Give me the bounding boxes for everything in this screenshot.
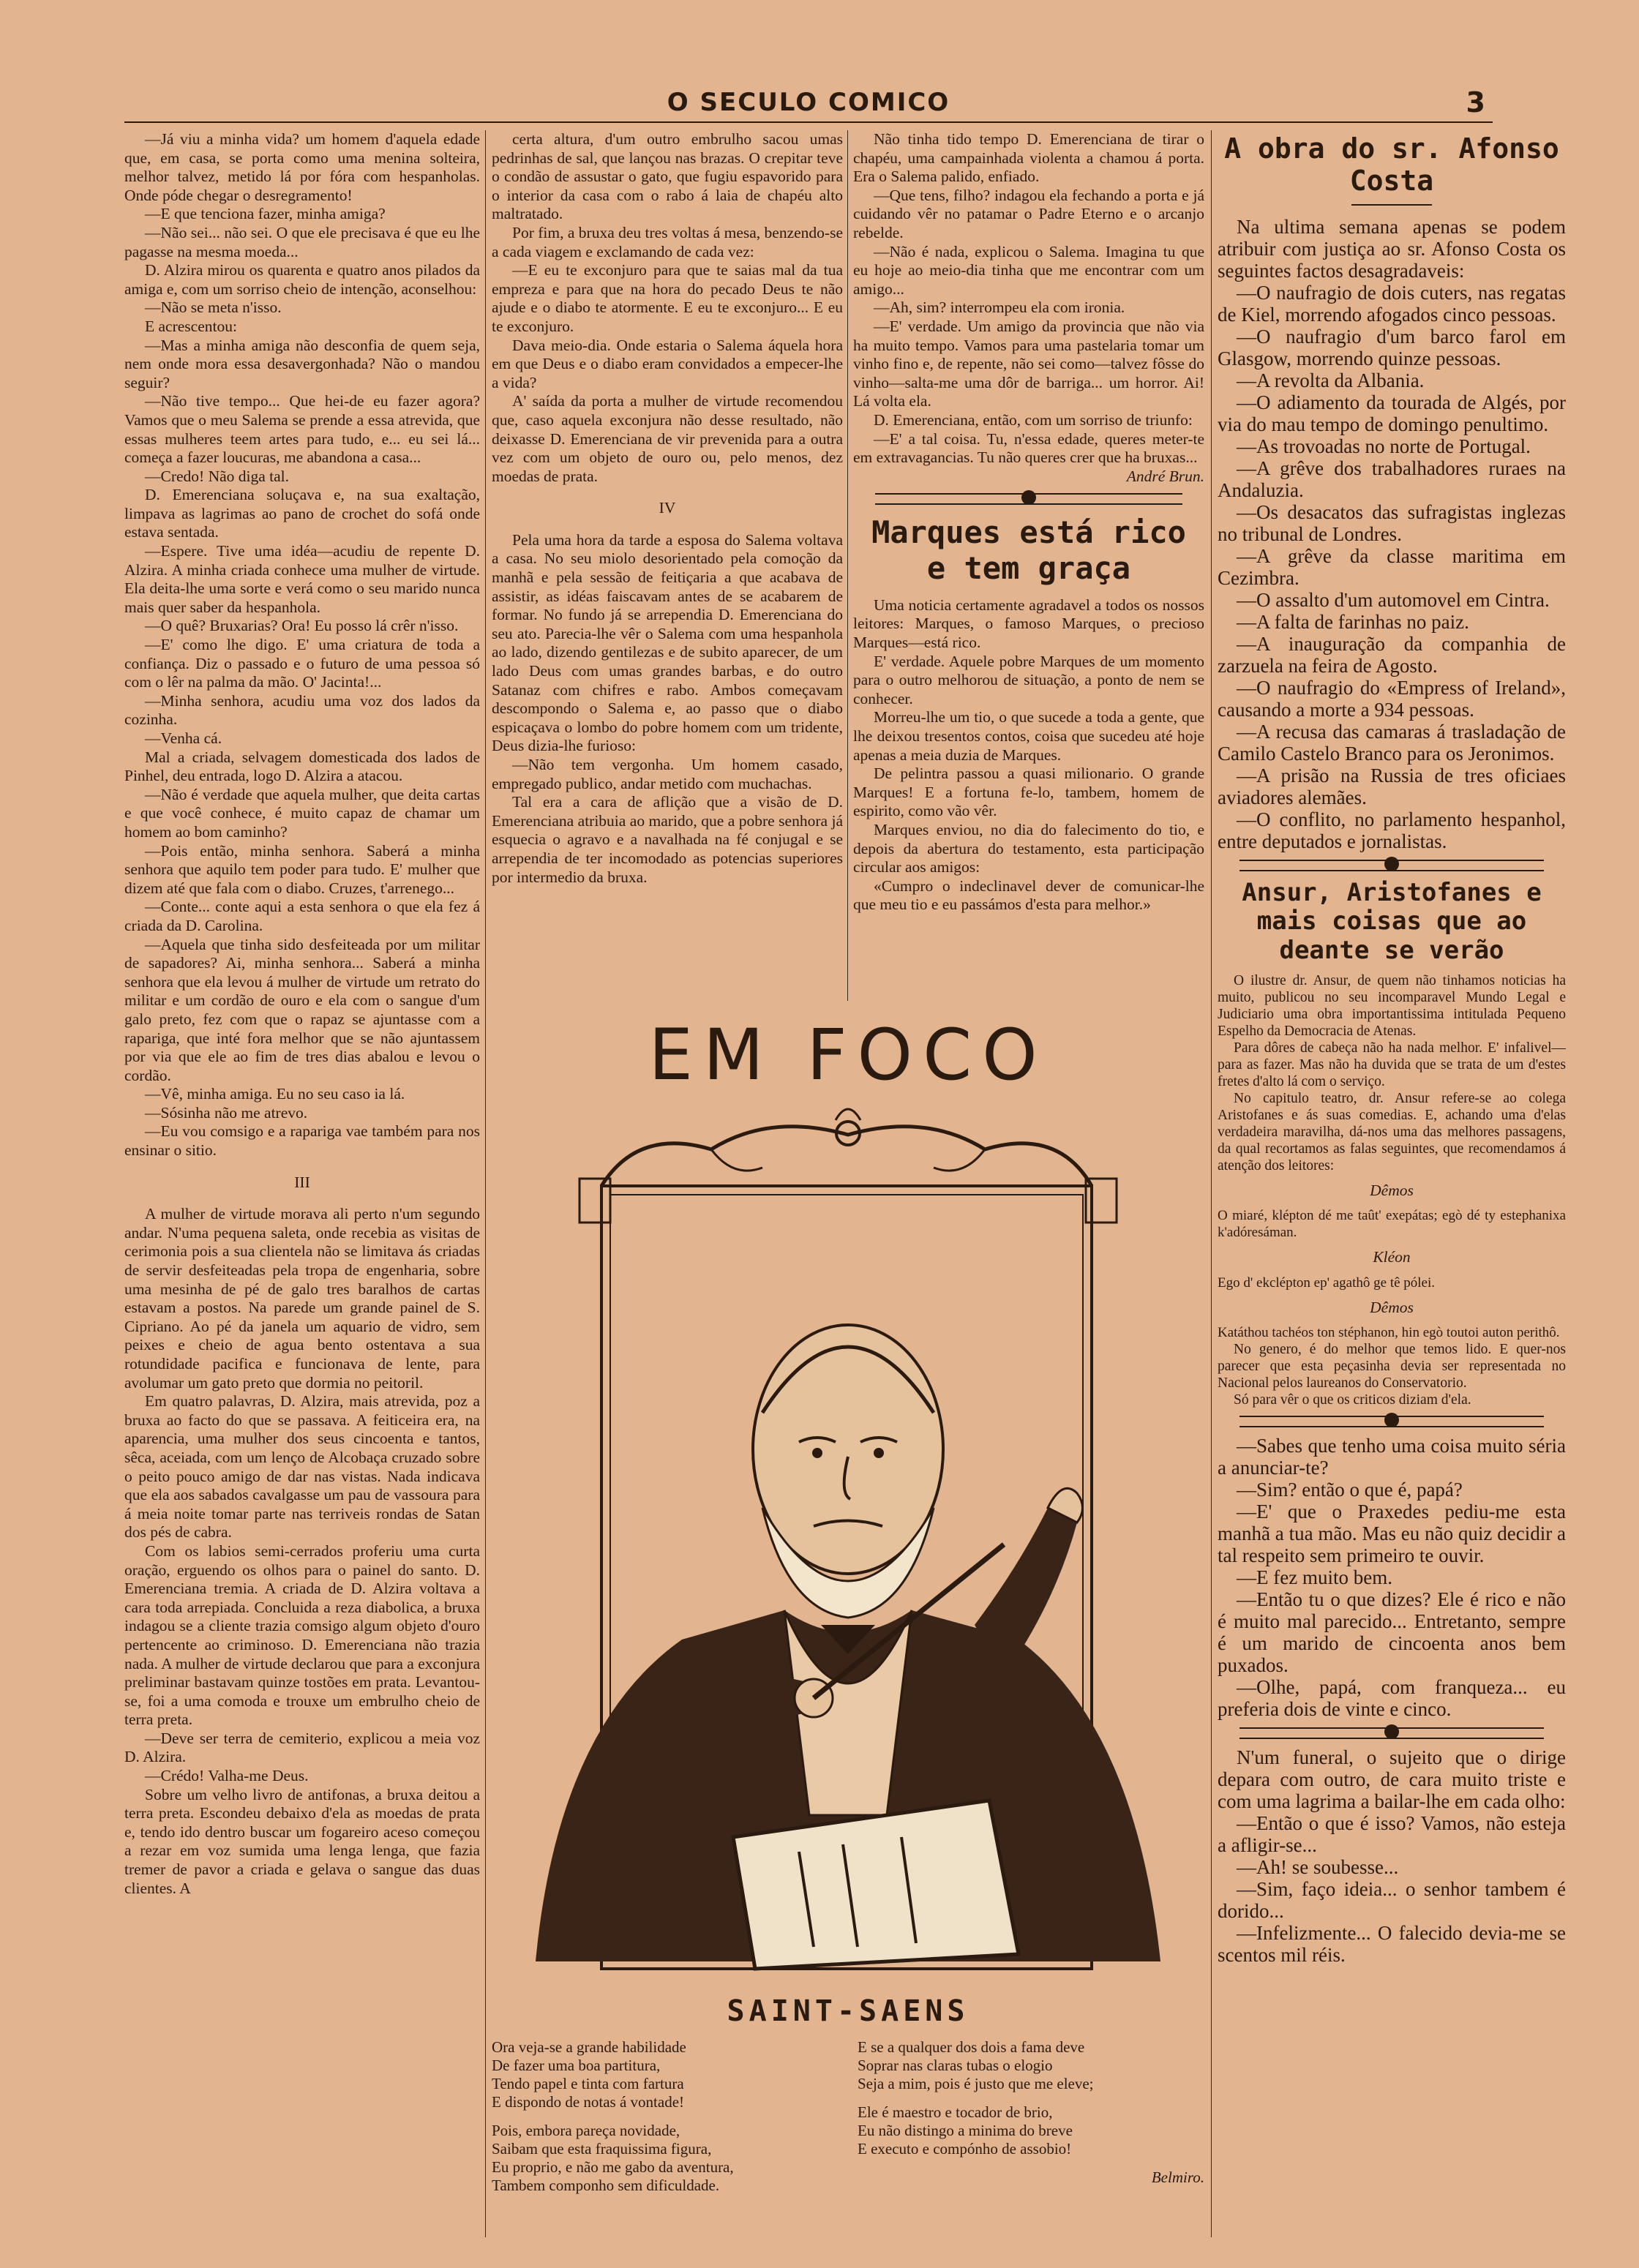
short-rule <box>1351 204 1432 206</box>
page-number: 3 <box>1466 86 1485 119</box>
paragraph: —Sim? então o que é, papá? <box>1237 1479 1463 1501</box>
dialogue-speaker: Kléon <box>1373 1248 1411 1266</box>
dialogue-speaker: Dêmos <box>1370 1298 1414 1316</box>
paragraph: Tal era a cara de aflição que a visão de D. Emerenciana atribuia ao marido, que a pobre senhora já esquecia o agravo e a navalhada na fé conjugal e se arrependia de ter incomodado as potencias superiores por intermedio da bruxa. <box>492 793 843 886</box>
dialogue-line: Ego d' ekclépton ep' agathô ge tê pólei. <box>1218 1274 1436 1291</box>
paragraph: Marques enviou, no dia do falecimento do tio, e depois da abertura do testamento, esta participação circular aos amigos: <box>853 821 1204 876</box>
paragraph: —O quê? Bruxarias? Ora! Eu posso lá crêr n'isso. <box>145 617 459 635</box>
paragraph: —A revolta da Albania. <box>1237 369 1425 392</box>
paragraph: —E' verdade. Um amigo da provincia que não via ha muito tempo. Vamos para uma pastelaria tomar um vinho fino e, de repente, não sei como—talvez fôsse do vinho—salta-me uma dôr de barriga... um horror. Ai! Lá volta ela. <box>853 317 1204 410</box>
paragraph: E' verdade. Aquele pobre Marques de um momento para o outro melhorou de situação, a ponto de nem se conhecer. <box>853 652 1204 707</box>
afonso-costa-list <box>1218 216 1566 852</box>
paragraph: E acrescentou: <box>145 317 237 335</box>
headline-afonso-costa: A obra do sr. Afonso Costa <box>1224 132 1559 197</box>
paragraph: —Então o que é isso? Vamos, não esteja a afligir-se... <box>1218 1812 1566 1857</box>
headline-marques: Marques está rico e tem graça <box>871 514 1186 586</box>
paragraph: —Já viu a minha vida? um homem d'aquela edade que, em casa, se porta como uma menina solteira, melhor talvez, metido lá por fóra com hespanholas. Onde póde chegar o desregramento! <box>124 130 480 204</box>
marques-article-text <box>853 596 1204 915</box>
paragraph: —Ah, sim? interrompeu ela com ironia. <box>874 298 1125 317</box>
paragraph: —Não sei... não sei. O que ele precisava é que eu lhe pagasse na mesma moeda... <box>124 223 480 260</box>
paragraph: —E fez muito bem. <box>1237 1566 1392 1589</box>
ansur-article-end <box>1218 1341 1566 1408</box>
paragraph: —A recusa das camaras á trasladação de Camilo Castelo Branco para os Jeronimos. <box>1218 721 1566 765</box>
column-rule <box>485 130 486 2237</box>
paragraph: —O naufragio de dois cuters, nas regatas de Kiel, morrendo afogados cinco pessoas. <box>1218 282 1566 326</box>
paragraph: —Mas a minha amiga não desconfia de quem seja, nem onde mora essa desavergonhada? Não o mandou seguir? <box>124 336 480 391</box>
story-text-part2 <box>124 1205 480 1898</box>
paragraph: —Então tu o que dizes? Ele é rico e não é muito mal parecido... Entretanto, sempre é um marido de cincoenta anos bem puxados. <box>1218 1588 1566 1677</box>
paragraph: —Não é nada, explicou o Salema. Imagina tu que eu hoje ao meio-dia tinha que me encontrar com um amigo... <box>853 242 1204 298</box>
paragraph: —Sim, faço ideia... o senhor tambem é dorido... <box>1218 1878 1566 1923</box>
paragraph: —Deve ser terra de cemiterio, explicou a meia voz D. Alzira. <box>124 1729 480 1766</box>
paragraph: Pela uma hora da tarde a esposa do Salema voltava a casa. No seu miolo desorientado pela comoção da manhã e pela sessão de feitiçaria a que acabava de assistir, as idéas faiscavam antes de se acabarem de formar. No fundo já se arrependia D. Emerenciana do seu ato. Parecia-lhe vêr o Salema com uma hespanhola ao lado, dizendo gentilezas e de subito aparecer, de um lado Deus com umas grandes barbas, e do outro Satanaz com chifres e rabo. Ambos começavam descompondo o Salema e, ao passo que o diabo espicaçava o lombo do pobre homem com um tridente, Deus dizia-lhe furioso: <box>492 530 843 755</box>
paragraph: —E que tenciona fazer, minha amiga? <box>145 205 386 223</box>
joke-dialogue-2 <box>1218 1746 1566 1966</box>
article-column-3 <box>853 130 1204 1001</box>
paragraph: —Credo! Não diga tal. <box>145 467 290 485</box>
section-heading: III <box>294 1173 310 1191</box>
paragraph: —Os desacatos das sufragistas inglezas no tribunal de Londres. <box>1218 501 1566 546</box>
em-foco-feature <box>492 1014 1204 2243</box>
paragraph: —O naufragio do «Empress of Ireland», causando a morte a 934 pessoas. <box>1218 677 1566 721</box>
paragraph: —Vê, minha amiga. Eu no seu caso ia lá. <box>145 1085 405 1103</box>
ansur-article-text <box>1218 972 1566 1174</box>
paragraph: —A inauguração da companhia de zarzuela na feira de Agosto. <box>1218 633 1566 677</box>
paragraph: No capitulo teatro, dr. Ansur refere-se ao colega Aristofanes e ás suas comedias. E, achando uma d'elas verdadeira maravilha, dá-nos uma das melhores passagens, da qual recortamos as falas seguintes, que recomendamos á atenção dos leitores: <box>1218 1090 1566 1174</box>
paragraph: D. Alzira mirou os quarenta e quatro anos pilados da amiga e, com um sorriso cheio de intenção, aconselhou: <box>124 261 480 298</box>
paragraph: —Que tens, filho? indagou ela fechando a porta e já cuidando vêr no patamar o Padre Eterno e o arcanjo rebelde. <box>853 186 1204 241</box>
illustration-caption: SAINT-SAENS <box>727 1994 969 2028</box>
page-header <box>124 88 1493 123</box>
greek-dialogue <box>1218 1182 1566 1342</box>
verse-left <box>492 2038 828 2205</box>
paragraph: —Olhe, papá, com franqueza... eu preferia dois de vinte e cinco. <box>1218 1676 1566 1721</box>
paragraph: —E' que o Praxedes pediu-me esta manhã a tua mão. Mas eu não quiz decidir a tal respeito sem primeiro te ouvir. <box>1218 1501 1566 1567</box>
paragraph: No genero, é do melhor que temos lido. E quer-nos parecer que esta peçasinha devia ser representada no Nacional pelos laureanos do Conservatorio. <box>1218 1342 1566 1392</box>
story-text-part1 <box>124 130 480 1160</box>
paragraph: Para dôres de cabeça não ha nada melhor. E' infalivel—para as fazer. Mas não ha duvida que se trata de um d'estes fretes d'alto lá com o serviço. <box>1218 1040 1566 1089</box>
headline-ansur: Ansur, Aristofanes e mais coisas que ao deante se verão <box>1242 878 1542 965</box>
ornament-divider <box>1239 1416 1544 1427</box>
verse-stanza: Pois, embora pareça novidade, Saibam que esta fraquissima figura, Eu proprio, e não me gabo da aventura, Tambem componho sem dificuldade. <box>492 2122 734 2194</box>
composer-figure-icon <box>536 1325 1160 1969</box>
joke-dialogue-1 <box>1218 1435 1566 1720</box>
paragraph: —A grêve da classe maritima em Cezimbra. <box>1218 545 1566 590</box>
paragraph: —O adiamento da tourada de Algés, por via do mau tempo de domingo penultimo. <box>1218 391 1566 436</box>
paragraph: —Aquela que tinha sido desfeiteada por um militar de sapadores? Ai, minha senhora... Saberá a minha senhora que ela levou á mulher de virtude um retrato do militar e um cordão de ouro e ela com o sangue d'um galo preto, fez com que o rapaz se ajuntasse com a rapariga, que inté fora melhor que se não ajuntassem por via que ele ao fim de tres dias abalou e levou o cordão. <box>124 935 480 1084</box>
paragraph: —Não é verdade que aquela mulher, que deita cartas e que você conhece, é muito capaz de chamar um homem ao bom caminho? <box>124 785 480 841</box>
paragraph: O ilustre dr. Ansur, de quem não tinhamos noticias ha muito, publicou no seu incomparavel Mundo Legal e Judiciario uma obra importantissima intitulada Pequeno Espelho da Democracia de Atenas. <box>1218 972 1566 1039</box>
paragraph: D. Emerenciana, então, com um sorriso de triunfo: <box>874 410 1193 429</box>
paragraph: —E' a tal coisa. Tu, n'essa edade, queres meter-te em extravagancias. Tu não queres crer que ha bruxas... <box>853 429 1204 467</box>
dialogue-speaker: Dêmos <box>1370 1181 1414 1199</box>
paragraph: De pelintra passou a quasi milionario. O grande Marques! E a fortuna fe-lo, tambem, homem de espirito, como vão vêr. <box>853 765 1204 820</box>
ornament-divider <box>1239 860 1544 871</box>
paragraph: Dava meio-dia. Onde estaria o Salema áquela hora em que Deus e o diabo eram convidados a empecer-lhe a vida? <box>492 336 843 391</box>
paragraph: Não tinha tido tempo D. Emerenciana de tirar o chapéu, uma campainhada violenta a chamou á porta. Era o Salema palido, enfiado. <box>853 130 1204 186</box>
paragraph: —O assalto d'um automovel em Cintra. <box>1237 589 1550 612</box>
paragraph: —Sósinha não me atrevo. <box>145 1103 308 1122</box>
paragraph: —Venha cá. <box>145 729 222 747</box>
paragraph: A mulher de virtude morava ali perto n'um segundo andar. N'uma pequena saleta, onde recebia as visitas de cerimonia pois a sua clientela não se limitava ás criadas de servir desfeiteadas pela tropa de engenharia, sobre uma mesinha de pé de galo tres baralhos de cartas estavam a postos. Na parede um grande painel de S. Cipriano. Ao pé da janela um aquario de vidro, sem peixes e cheio de agua bento ostentava a sua rotundidade pacifica e funcionava de lente, para avolumar um gato preto que dormia no peitoril. <box>124 1205 480 1392</box>
ornament-divider <box>875 493 1182 505</box>
paragraph: Mal a criada, selvagem domesticada dos lados de Pinhel, deu entrada, logo D. Alzira a atacou. <box>124 748 480 785</box>
verse-signature: Belmiro. <box>1151 2169 1204 2186</box>
paragraph: —A falta de farinhas no paiz. <box>1237 611 1469 634</box>
paragraph: —Pois então, minha senhora. Saberá a minha senhora que aquilo tem poder para tudo. E' mulher que dizem até que fala com o diabo. Cruzes, t'arrenego... <box>124 841 480 897</box>
paragraph: Na ultima semana apenas se podem atribuir com justiça ao sr. Afonso Costa os seguintes factos desagradaveis: <box>1218 216 1566 282</box>
paragraph: Só para vêr o que os criticos diziam d'ela. <box>1234 1392 1471 1408</box>
story-text-part4 <box>492 531 843 887</box>
paragraph: —Não tem vergonha. Um homem casado, empregado publico, andar metido com muchachas. <box>492 756 843 792</box>
story-text-end <box>853 130 1204 468</box>
article-column-2 <box>492 130 843 1001</box>
paragraph: —A prisão na Russia de tres oficiaes aviadores alemães. <box>1218 765 1566 809</box>
paragraph: —Ah! se soubesse... <box>1237 1856 1399 1879</box>
paragraph: —Conte... conte aqui a esta senhora o que ela fez á criada da D. Carolina. <box>124 898 480 934</box>
column-rule <box>1211 130 1212 2237</box>
ornament-divider <box>1239 1727 1544 1739</box>
author-signature: André Brun. <box>1126 467 1204 485</box>
paragraph: Uma noticia certamente agradavel a todos os nossos leitores: Marques, o famoso Marques, o precioso Marques—está rico. <box>853 596 1204 652</box>
paragraph: Com os labios semi-cerrados proferiu uma curta oração, erguendo os olhos para o painel do santo. D. Emerenciana tremia. A criada de D. Alzira voltava a cara toda arrepiada. Concluida a reza diabolica, a bruxa indagou se a cliente trazia comsigo algum objeto d'ouro pertencente ao criminoso. D. Emerenciana não trazia nada. A mulher de virtude declarou que para a exconjura preliminar bastavam quinze tostões em prata. Levantou-se, foi a uma comoda e trouxe um embrulho cheio de terra preta. <box>124 1542 480 1729</box>
verse-stanza: Ora veja-se a grande habilidade De fazer uma boa partitura, Tendo papel e tinta com fartura E dispondo de notas á vontade! <box>492 2038 686 2111</box>
paragraph: —A grêve dos trabalhadores ruraes na Andaluzia. <box>1218 457 1566 502</box>
paragraph: Morreu-lhe um tio, o que sucede a toda a gente, que lhe deixou tresentos contos, coisa que sucedeu até hoje apenas a meia duzia de Marques. <box>853 708 1204 764</box>
column-rule <box>847 130 848 1001</box>
paragraph: N'um funeral, o sujeito que o dirige depara com outro, de cara muito triste e com uma lagrima a bailar-lhe em cada olho: <box>1218 1746 1566 1813</box>
paragraph: —Não se meta n'isso. <box>145 298 282 317</box>
paragraph: —Minha senhora, acudiu uma voz dos lados da cozinha. <box>124 691 480 729</box>
paragraph: —As trovoadas no norte de Portugal. <box>1237 435 1531 458</box>
section-heading: IV <box>659 499 676 517</box>
verse-right <box>858 2038 1204 2187</box>
paragraph: Sobre um velho livro de antifonas, a bruxa deitou a terra preta. Escondeu debaixo d'ela as moedas de prata e, tendo ido dentro buscar um fogareiro aceso começou a rezar em voz sumida uma lenga lenga, que fazia tremer de pavor a criada e gelava o sangue das duas clientes. A <box>124 1785 480 1897</box>
paragraph: —Não tive tempo... Que hei-de eu fazer agora? Vamos que o meu Salema se prende a essa atrevida, que essas mulheres teem artes para tudo, e... eu sei lá... começa a fazer loucuras, me abandona a casa... <box>124 392 480 467</box>
em-foco-title: EM FOCO <box>648 1014 1048 1096</box>
paragraph: —O conflito, no parlamento hespanhol, entre deputados e jornalistas. <box>1218 808 1566 853</box>
paragraph: «Cumpro o indeclinavel dever de comunicar-lhe que meu tio e eu passámos d'esta para melhor.» <box>853 876 1204 914</box>
paragraph: A' saída da porta a mulher de virtude recomendou que, caso aquela exconjura não desse resultado, não deixasse D. Emerenciana de vir prevenida para a outra vez com um objeto de ouro ou, pelo menos, dez moedas de prata. <box>492 392 843 485</box>
paragraph: —Crédo! Valha-me Deus. <box>145 1767 309 1785</box>
paragraph: —Eu vou comsigo e a rapariga vae também para nos ensinar o sitio. <box>124 1122 480 1160</box>
caricature-illustration <box>492 1098 1204 2005</box>
paragraph: D. Emerenciana soluçava e, na sua exaltação, limpava as lagrimas ao pano de crochet do sofá onde estava sentada. <box>124 486 480 541</box>
newspaper-title: O SECULO COMICO <box>667 88 950 117</box>
paragraph: —Espere. Tive uma idéa—acudiu de repente D. Alzira. A minha criada conhece uma mulher de virtude. Ela deita-lhe uma sorte e verá como o seu marido nunca mais quer saber da hespanhola. <box>124 542 480 616</box>
paragraph: certa altura, d'um outro embrulho sacou umas pedrinhas de sal, que lançou nas brazas. O crepitar teve o condão de assustar o gato, que fugiu espavorido para o interior da casa com o rabo á laia de chapéu alto maltratado. <box>492 130 843 223</box>
paragraph: —E' como lhe digo. E' uma criatura de toda a confiança. Diz o passado e o futuro de uma pessoa só com o lêr na palma da mão. O' Jacinta!... <box>124 636 480 691</box>
paragraph: —Sabes que tenho uma coisa muito séria a anunciar-te? <box>1218 1435 1566 1479</box>
article-column-4 <box>1218 130 1566 2237</box>
dialogue-line: O miaré, klépton dé me taût' exepátas; egò dé ty estephanixa k'adóresáman. <box>1218 1208 1566 1241</box>
story-text-part3 <box>492 130 843 486</box>
article-column-1 <box>124 130 480 2237</box>
paragraph: Em quatro palavras, D. Alzira, mais atrevida, poz a bruxa ao facto do que se passava. A feiticeira era, na aparencia, uma mulher dos seus cincoenta e tantos, sêca, aceiada, com um lenço de Alcobaça cruzado sobre o peito pouco amigo de dar nas vistas. Nada indicava que ela aos sabados cavalgasse um pau de vassoura para á meia noite tomar parte nas terriveis rondas de Satan dos pés de cabra. <box>124 1392 480 1542</box>
dialogue-line: Katáthou tachéos ton stéphanon, hin egò toutoi auton perithô. <box>1218 1325 1560 1341</box>
paragraph: Por fim, a bruxa deu tres voltas á mesa, benzendo-se a cada viagem e exclamando de cada vez: <box>492 223 843 260</box>
verse-stanza: E se a qualquer dos dois a fama deve Soprar nas claras tubas o elogio Seja a mim, pois é justo que me eleve; <box>858 2038 1094 2092</box>
verse-stanza: Ele é maestro e tocador de brio, Eu não distingo a minima do breve E executo e compónho de assobio! <box>858 2103 1073 2158</box>
paragraph: —E eu te exconjuro para que te saias mal da tua empreza e para que na hora do pecado Deus te não ajude e o diabo te atormente. E eu te exconjuro... E eu te exconjuro. <box>492 261 843 335</box>
paragraph: —Infelizmente... O falecido deviа-me se scentos mil réis. <box>1218 1922 1566 1967</box>
paragraph: —O naufragio d'um barco farol em Glasgow, morrendo quinze pessoas. <box>1218 326 1566 370</box>
